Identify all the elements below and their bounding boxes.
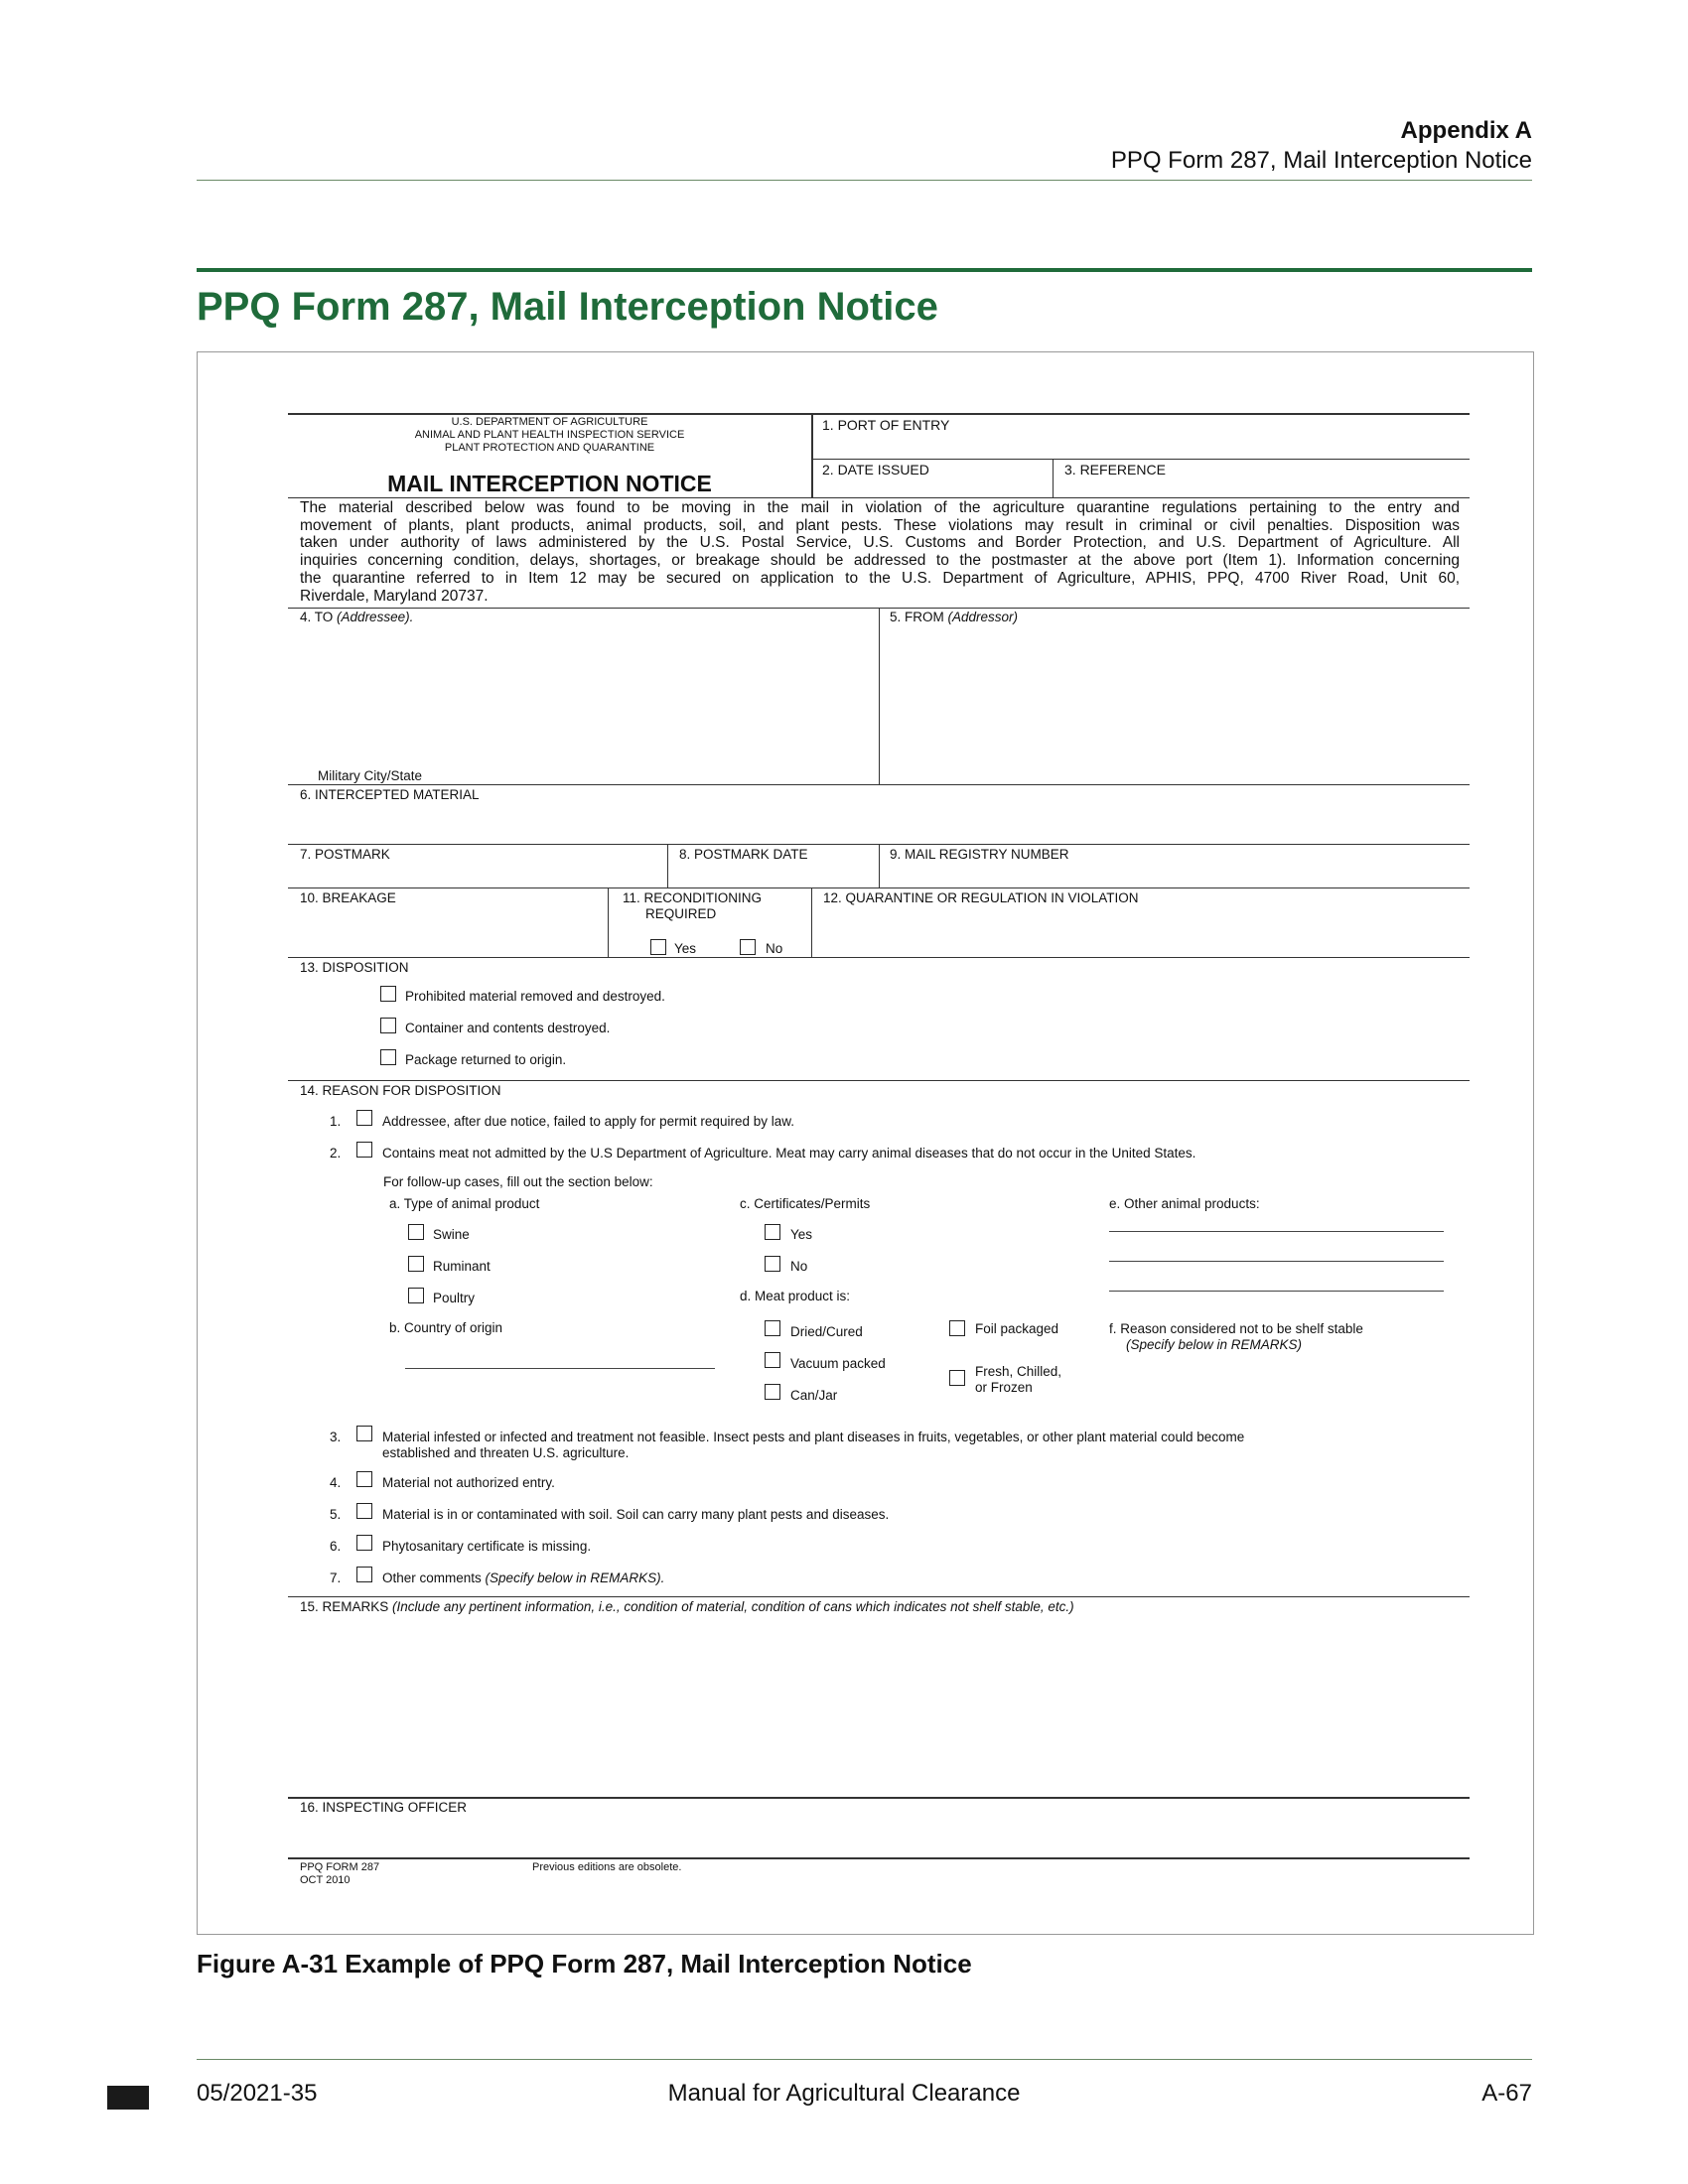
appendix-label: Appendix A — [1400, 117, 1532, 144]
header-rule — [197, 180, 1532, 181]
military-city-state: Military City/State — [318, 768, 423, 783]
from-hint: (Addressor) — [947, 610, 1019, 624]
reason-1-checkbox[interactable] — [356, 1110, 372, 1126]
vacuum-packed-checkbox[interactable] — [765, 1352, 780, 1368]
dried-cured-checkbox[interactable] — [765, 1320, 780, 1336]
remarks-top-rule — [288, 1596, 1470, 1597]
ruminant-checkbox[interactable] — [408, 1256, 424, 1272]
intro-paragraph — [300, 499, 1460, 605]
port-rule — [811, 459, 1470, 460]
reason-number: 1. — [330, 1114, 342, 1129]
addr-bottom-rule — [288, 784, 1470, 785]
reason-number: 6. — [330, 1539, 342, 1554]
obsolete-note: Previous editions are obsolete. — [532, 1861, 682, 1873]
reason-top-rule — [288, 1080, 1470, 1081]
header-subtitle: PPQ Form 287, Mail Interception Notice — [1110, 147, 1532, 174]
meat-product-label: d. Meat product is: — [740, 1289, 851, 1303]
reason-3-text-cont: established and threaten U.S. agriculture. — [382, 1445, 630, 1460]
animal-product-type-label: a. Type of animal product — [389, 1196, 540, 1211]
reason-2-checkbox[interactable] — [356, 1142, 372, 1158]
figure-caption: Figure A-31 Example of PPQ Form 287, Mail Interception Notice — [197, 1949, 972, 1979]
fresh-chilled-checkbox[interactable] — [949, 1370, 965, 1386]
followup-note: For follow-up cases, fill out the section below: — [383, 1174, 653, 1189]
footer-date: 05/2021-35 — [197, 2080, 318, 2107]
postmark-date-label: 8. POSTMARK DATE — [679, 847, 808, 862]
other-animal-products-field[interactable] — [1109, 1231, 1444, 1232]
intercepted-material-label: 6. INTERCEPTED MATERIAL — [300, 787, 480, 802]
reason-7-hint: (Specify below in REMARKS). — [485, 1570, 665, 1585]
remarks-hint: (Include any pertinent information, i.e., condition of material, condition of cans which indicates not shelf stable, etc.) — [392, 1599, 1074, 1614]
other-animal-products-field[interactable] — [1109, 1261, 1444, 1262]
addr-divider — [879, 608, 880, 784]
shelf-stable-hint — [1126, 1337, 1302, 1353]
agency-line-3: PLANT PROTECTION AND QUARANTINE — [444, 442, 655, 454]
reason-7-checkbox[interactable] — [356, 1567, 372, 1582]
intro-top-rule — [288, 497, 1470, 498]
shelf-stable-hint-text: (Specify below in REMARKS) — [1126, 1337, 1303, 1352]
animal-type-option: Swine — [433, 1227, 470, 1242]
certificates-option: No — [790, 1259, 808, 1274]
reason-3-checkbox[interactable] — [356, 1426, 372, 1441]
postmark-divider-1 — [667, 844, 668, 887]
disposition-option: Prohibited material removed and destroyed. — [405, 989, 665, 1004]
footer-manual-title: Manual for Agricultural Clearance — [667, 2080, 1021, 2107]
inspecting-officer-label: 16. INSPECTING OFFICER — [300, 1800, 468, 1815]
quarantine-label: 12. QUARANTINE OR REGULATION IN VIOLATION — [823, 890, 1139, 905]
postmark-rule — [288, 887, 1470, 888]
meat-option: Vacuum packed — [790, 1356, 886, 1371]
breakage-divider — [608, 887, 609, 957]
meat-option: Can/Jar — [790, 1388, 838, 1403]
reconditioning-no-label: No — [766, 941, 783, 956]
intro-line: the quarantine referred to in Item 12 may be secured on application to the U.S. Department of Agriculture, APHIS, PPQ, 4700 River Road, Unit 60, — [300, 569, 1460, 587]
recond-divider — [811, 887, 812, 957]
country-of-origin-field[interactable] — [405, 1368, 715, 1369]
reason-4-text: Material not authorized entry. — [382, 1475, 555, 1490]
remarks-label — [300, 1599, 1074, 1615]
officer-top-rule — [288, 1797, 1470, 1799]
disposition-option: Container and contents destroyed. — [405, 1021, 611, 1035]
footer-rule — [197, 2059, 1532, 2060]
fresh-chilled-label-2: or Frozen — [975, 1380, 1033, 1395]
foil-packaged-label: Foil packaged — [975, 1321, 1059, 1336]
agency-line-2: ANIMAL AND PLANT HEALTH INSPECTION SERVICE — [414, 429, 685, 441]
from-label — [890, 610, 1018, 625]
postmark-divider-2 — [879, 844, 880, 887]
to-label-text: 4. TO — [300, 610, 334, 624]
can-jar-checkbox[interactable] — [765, 1384, 780, 1400]
mail-registry-label: 9. MAIL REGISTRY NUMBER — [890, 847, 1069, 862]
postmark-label: 7. POSTMARK — [300, 847, 390, 862]
section-title: PPQ Form 287, Mail Interception Notice — [197, 285, 938, 329]
reconditioning-label-2: REQUIRED — [645, 906, 717, 921]
country-of-origin-label: b. Country of origin — [389, 1320, 503, 1335]
footer-page-number: A-67 — [1481, 2080, 1532, 2107]
form-header-divider — [811, 413, 813, 497]
other-animal-products-label: e. Other animal products: — [1109, 1196, 1260, 1211]
fresh-chilled-label-1: Fresh, Chilled, — [975, 1364, 1062, 1379]
to-hint: (Addressee). — [337, 610, 414, 624]
reason-7-text — [382, 1570, 664, 1586]
reconditioning-label-1: 11. RECONDITIONING — [623, 890, 763, 905]
agency-line-1: U.S. DEPARTMENT OF AGRICULTURE — [451, 416, 648, 428]
form-top-rule — [288, 413, 1470, 415]
intro-line: taken under authority of laws administered by the U.S. Postal Service, U.S. Customs and Border Protection, and U.S. Department of Agriculture. All — [300, 534, 1460, 552]
animal-type-option: Poultry — [433, 1291, 476, 1305]
page-tab-marker — [107, 2086, 149, 2110]
disposition-label: 13. DISPOSITION — [300, 960, 409, 975]
certificates-option: Yes — [790, 1227, 813, 1242]
certificates-yes-checkbox[interactable] — [765, 1224, 780, 1240]
form-title: MAIL INTERCEPTION NOTICE — [387, 471, 712, 496]
poultry-checkbox[interactable] — [408, 1288, 424, 1303]
section-rule — [197, 268, 1532, 272]
foil-packaged-checkbox[interactable] — [949, 1320, 965, 1336]
reason-1-text: Addressee, after due notice, failed to apply for permit required by law. — [382, 1114, 794, 1129]
reason-6-text: Phytosanitary certificate is missing. — [382, 1539, 592, 1554]
other-animal-products-field[interactable] — [1109, 1291, 1444, 1292]
meat-option: Dried/Cured — [790, 1324, 863, 1339]
reason-2-text: Contains meat not admitted by the U.S Department of Agriculture. Meat may carry animal diseases that do not occur in the United States. — [382, 1146, 1196, 1160]
intro-line: inquiries concerning condition, delays, shortages, or breakage should be addressed to the postmaster at the above port (Item 1). Information concerning — [300, 552, 1460, 570]
form-date: OCT 2010 — [300, 1874, 351, 1886]
reconditioning-no-checkbox[interactable] — [740, 939, 756, 955]
reason-5-checkbox[interactable] — [356, 1503, 372, 1519]
reason-number: 2. — [330, 1146, 342, 1160]
port-of-entry-label: 1. PORT OF ENTRY — [822, 417, 950, 433]
reason-label: 14. REASON FOR DISPOSITION — [300, 1083, 501, 1098]
form-bottom-rule — [288, 1857, 1470, 1859]
breakage-label: 10. BREAKAGE — [300, 890, 396, 905]
from-label-text: 5. FROM — [890, 610, 944, 624]
reason-3-text: Material infested or infected and treatment not feasible. Insect pests and plant diseases in fruits, vegetables, or other plant material could become — [382, 1430, 1245, 1444]
intro-line: Riverdale, Maryland 20737. — [300, 587, 489, 605]
intro-line: movement of plants, plant products, animal products, soil, and plant pests. These violations may result in criminal or civil penalties. Disposition was — [300, 516, 1460, 534]
reason-6-checkbox[interactable] — [356, 1535, 372, 1551]
to-label — [300, 610, 413, 625]
reason-number: 7. — [330, 1570, 342, 1585]
disposition-returned-checkbox[interactable] — [380, 1049, 396, 1065]
swine-checkbox[interactable] — [408, 1224, 424, 1240]
reason-7-label: Other comments — [382, 1570, 482, 1585]
disposition-container-checkbox[interactable] — [380, 1018, 396, 1033]
certificates-label: c. Certificates/Permits — [740, 1196, 871, 1211]
reconditioning-yes-label: Yes — [674, 941, 697, 956]
reference-label: 3. REFERENCE — [1064, 462, 1166, 478]
date-issued-label: 2. DATE ISSUED — [822, 462, 929, 478]
disposition-top-rule — [288, 957, 1470, 958]
reason-number: 3. — [330, 1430, 342, 1444]
reason-5-text: Material is in or contaminated with soil. Soil can carry many plant pests and diseases. — [382, 1507, 890, 1522]
reconditioning-yes-checkbox[interactable] — [650, 939, 666, 955]
date-ref-divider — [1053, 459, 1054, 497]
disposition-destroyed-checkbox[interactable] — [380, 986, 396, 1002]
reason-4-checkbox[interactable] — [356, 1471, 372, 1487]
remarks-label-text: 15. REMARKS — [300, 1599, 389, 1614]
shelf-stable-label: f. Reason considered not to be shelf stable — [1109, 1321, 1363, 1336]
certificates-no-checkbox[interactable] — [765, 1256, 780, 1272]
form-number: PPQ FORM 287 — [300, 1861, 380, 1873]
animal-type-option: Ruminant — [433, 1259, 491, 1274]
reason-number: 4. — [330, 1475, 342, 1490]
intro-line: The material described below was found to be moving in the mail in violation of the agriculture quarantine regulations pertaining to the entry and — [300, 499, 1460, 516]
reason-number: 5. — [330, 1507, 342, 1522]
disposition-option: Package returned to origin. — [405, 1052, 567, 1067]
